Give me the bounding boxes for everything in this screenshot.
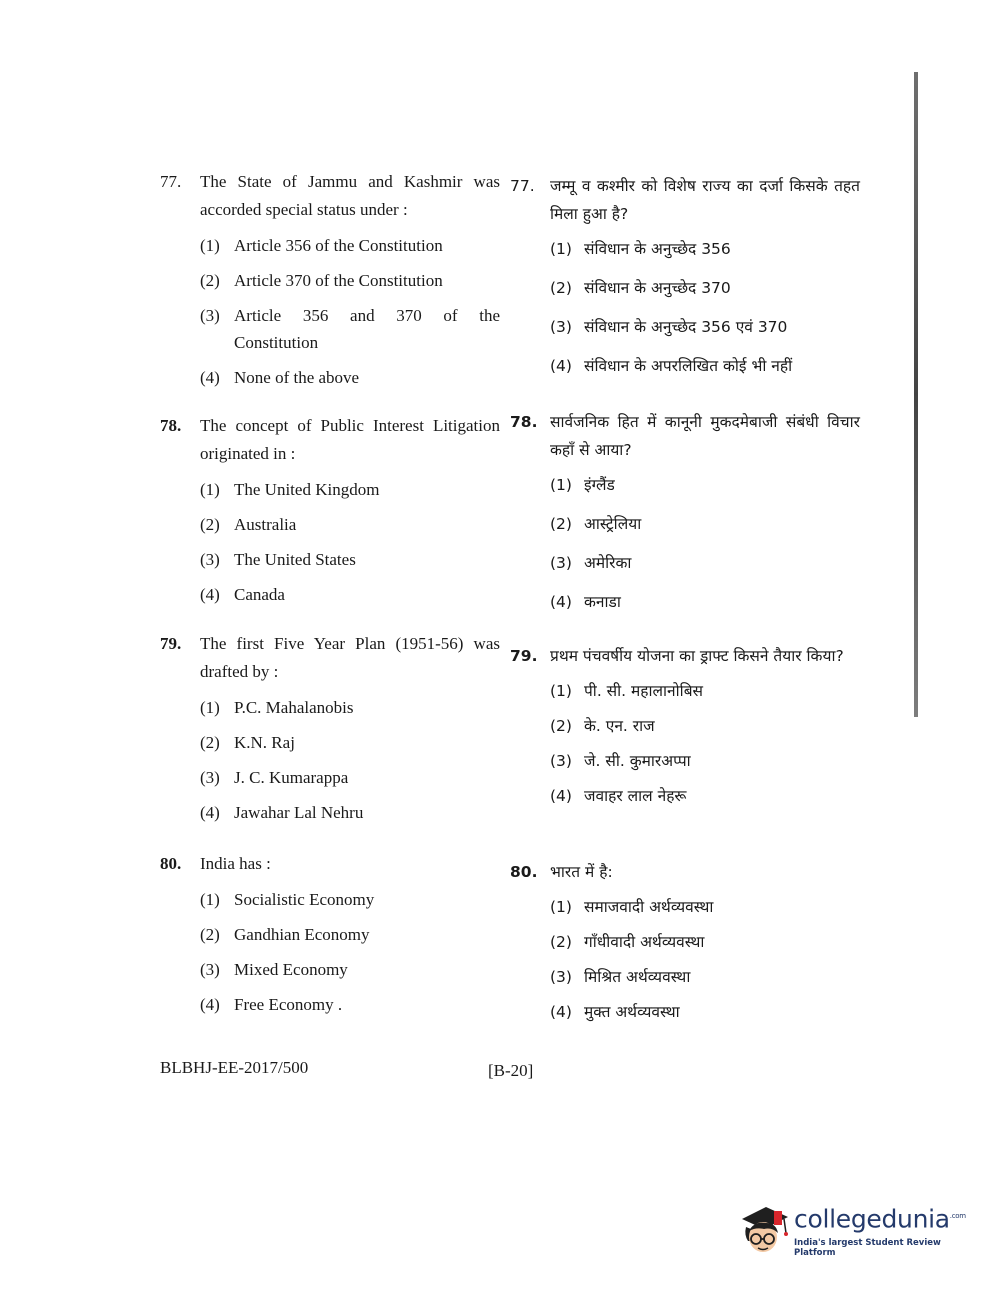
option (200, 764, 500, 791)
option-number: (2) (550, 717, 572, 735)
options-list (200, 694, 500, 826)
question-text: भारत में है: (550, 863, 613, 881)
option (200, 232, 500, 259)
option-number: (2) (200, 271, 220, 290)
option-number: (3) (550, 968, 572, 986)
question-number: 80. (510, 863, 538, 881)
option-text: संविधान के अनुच्छेद 370 (584, 279, 731, 297)
scan-edge-mark (914, 72, 918, 717)
question-78-en (160, 412, 500, 616)
option-number: (2) (200, 925, 220, 944)
option (550, 713, 860, 740)
option-text: Australia (234, 515, 297, 534)
option-text: Canada (234, 585, 285, 604)
question-80-en (160, 850, 500, 1026)
option-text: Article 370 of the Constitution (234, 271, 443, 290)
option (200, 546, 500, 573)
option-text: Jawahar Lal Nehru (234, 803, 364, 822)
option-text: समाजवादी अर्थव्यवस्था (584, 898, 714, 916)
option-text: None of the above (234, 368, 360, 387)
option-number: (3) (200, 306, 220, 325)
option-number: (3) (550, 752, 572, 770)
option (550, 275, 860, 302)
options-list (200, 476, 500, 608)
option (550, 472, 860, 499)
option-text: अमेरिका (584, 554, 632, 572)
student-mascot-icon (736, 1201, 790, 1259)
option-text: के. एन. राज (584, 717, 655, 735)
option-number: (4) (550, 1003, 572, 1021)
option-number: (1) (550, 898, 572, 916)
question-number: 79. (510, 647, 538, 665)
option-number: (3) (550, 554, 572, 572)
option-text: Gandhian Economy (234, 925, 370, 944)
question-77-en (160, 168, 500, 399)
logo-name (794, 1202, 966, 1233)
options-list (550, 678, 860, 810)
options-list (550, 472, 860, 616)
option-number: (2) (200, 733, 220, 752)
option (550, 783, 860, 810)
option-text: मिश्रित अर्थव्यवस्था (584, 968, 691, 986)
option-text: संविधान के अनुच्छेद 356 एवं 370 (584, 318, 788, 336)
option-number: (4) (550, 787, 572, 805)
logo-tagline: India's largest Student Review Platform (794, 1237, 941, 1258)
option-text: Socialistic Economy (234, 890, 375, 909)
option (200, 799, 500, 826)
option-text: The United States (234, 550, 356, 569)
option-text: जे. सी. कुमारअप्पा (584, 752, 691, 770)
page-number: [B-20] (488, 1061, 534, 1080)
option (200, 364, 500, 391)
option-text: इंग्लैंड (584, 476, 615, 494)
option-text: Free Economy . (234, 995, 343, 1014)
option-text: Mixed Economy (234, 960, 348, 979)
option (550, 999, 860, 1026)
option-number: (2) (550, 515, 572, 533)
logo-dotcom: .com (949, 1212, 966, 1221)
option (200, 991, 500, 1018)
option-number: (1) (200, 480, 220, 499)
option-number: (4) (550, 357, 572, 375)
option-number: (1) (200, 890, 220, 909)
option-text: मुक्त अर्थव्यवस्था (584, 1003, 680, 1021)
question-80-hi (510, 858, 860, 1034)
question-text: The first Five Year Plan (1951-56) was drafted by : (200, 634, 500, 681)
option (200, 886, 500, 913)
question-text: India has : (200, 854, 271, 873)
option-text: P.C. Mahalanobis (234, 698, 354, 717)
option-number: (1) (550, 682, 572, 700)
option (550, 748, 860, 775)
option-number: (2) (550, 279, 572, 297)
option (200, 921, 500, 948)
option (200, 694, 500, 721)
question-text: प्रथम पंचवर्षीय योजना का ड्राफ्ट किसने तैयार किया? (550, 647, 844, 665)
option-number: (1) (550, 240, 572, 258)
paper-code: BLBHJ-EE-2017/500 (160, 1058, 309, 1077)
options-list (200, 232, 500, 391)
option (550, 550, 860, 577)
option (550, 353, 860, 380)
option (200, 511, 500, 538)
option (200, 956, 500, 983)
option-text: गाँधीवादी अर्थव्यवस्था (584, 933, 705, 951)
option (200, 729, 500, 756)
question-text: The concept of Public Interest Litigation originated in : (200, 416, 500, 463)
option-number: (2) (550, 933, 572, 951)
logo-name-text: collegedunia (794, 1204, 950, 1234)
question-79-en (160, 630, 500, 834)
options-list (200, 886, 500, 1018)
option-text: संविधान के अनुच्छेद 356 (584, 240, 731, 258)
option-number: (3) (200, 960, 220, 979)
option-number: (3) (200, 550, 220, 569)
option-text: पी. सी. महालानोबिस (584, 682, 704, 700)
option (200, 302, 500, 356)
option (200, 267, 500, 294)
options-list (550, 894, 860, 1026)
options-list (550, 236, 860, 380)
option-text: J. C. Kumarappa (234, 768, 349, 787)
option-number: (4) (200, 995, 220, 1014)
question-number: 77. (510, 177, 535, 195)
option-number: (3) (200, 768, 220, 787)
option-number: (3) (550, 318, 572, 336)
question-number: 77. (160, 172, 182, 191)
option (550, 589, 860, 616)
option (550, 678, 860, 705)
option-number: (2) (200, 515, 220, 534)
option-text: Article 356 of the Constitution (234, 236, 443, 255)
question-number: 79. (160, 634, 182, 653)
option-number: (4) (200, 585, 220, 604)
option-text: The United Kingdom (234, 480, 380, 499)
question-text: सार्वजनिक हित में कानूनी मुकदमेबाजी संबंधी विचार कहाँ से आया? (550, 413, 860, 459)
option-number: (4) (200, 803, 220, 822)
question-text: जम्मू व कश्मीर को विशेष राज्य का दर्जा किसके तहत मिला हुआ है? (550, 177, 860, 223)
question-text: The State of Jammu and Kashmir was accorded special status under : (200, 172, 500, 219)
question-number: 78. (510, 413, 538, 431)
option-number: (4) (550, 593, 572, 611)
question-77-hi (510, 172, 860, 388)
option-text: K.N. Raj (234, 733, 295, 752)
question-number: 78. (160, 416, 182, 435)
option (200, 476, 500, 503)
option-number: (4) (200, 368, 220, 387)
question-79-hi (510, 642, 860, 818)
question-78-hi (510, 408, 860, 624)
option-text: जवाहर लाल नेहरू (584, 787, 687, 805)
option (550, 511, 860, 538)
option-text: संविधान के अपरलिखित कोई भी नहीं (584, 357, 793, 375)
option-number: (1) (550, 476, 572, 494)
option-text: Article 356 and 370 of the Constitution (234, 306, 500, 352)
collegedunia-logo (736, 1200, 966, 1260)
option (550, 929, 860, 956)
option (550, 236, 860, 263)
option (550, 314, 860, 341)
question-number: 80. (160, 854, 182, 873)
option (200, 581, 500, 608)
option (550, 964, 860, 991)
option-number: (1) (200, 236, 220, 255)
option (550, 894, 860, 921)
option-number: (1) (200, 698, 220, 717)
logo-texts (794, 1202, 966, 1257)
option-text: कनाडा (584, 593, 621, 611)
option-text: आस्ट्रेलिया (584, 515, 642, 533)
